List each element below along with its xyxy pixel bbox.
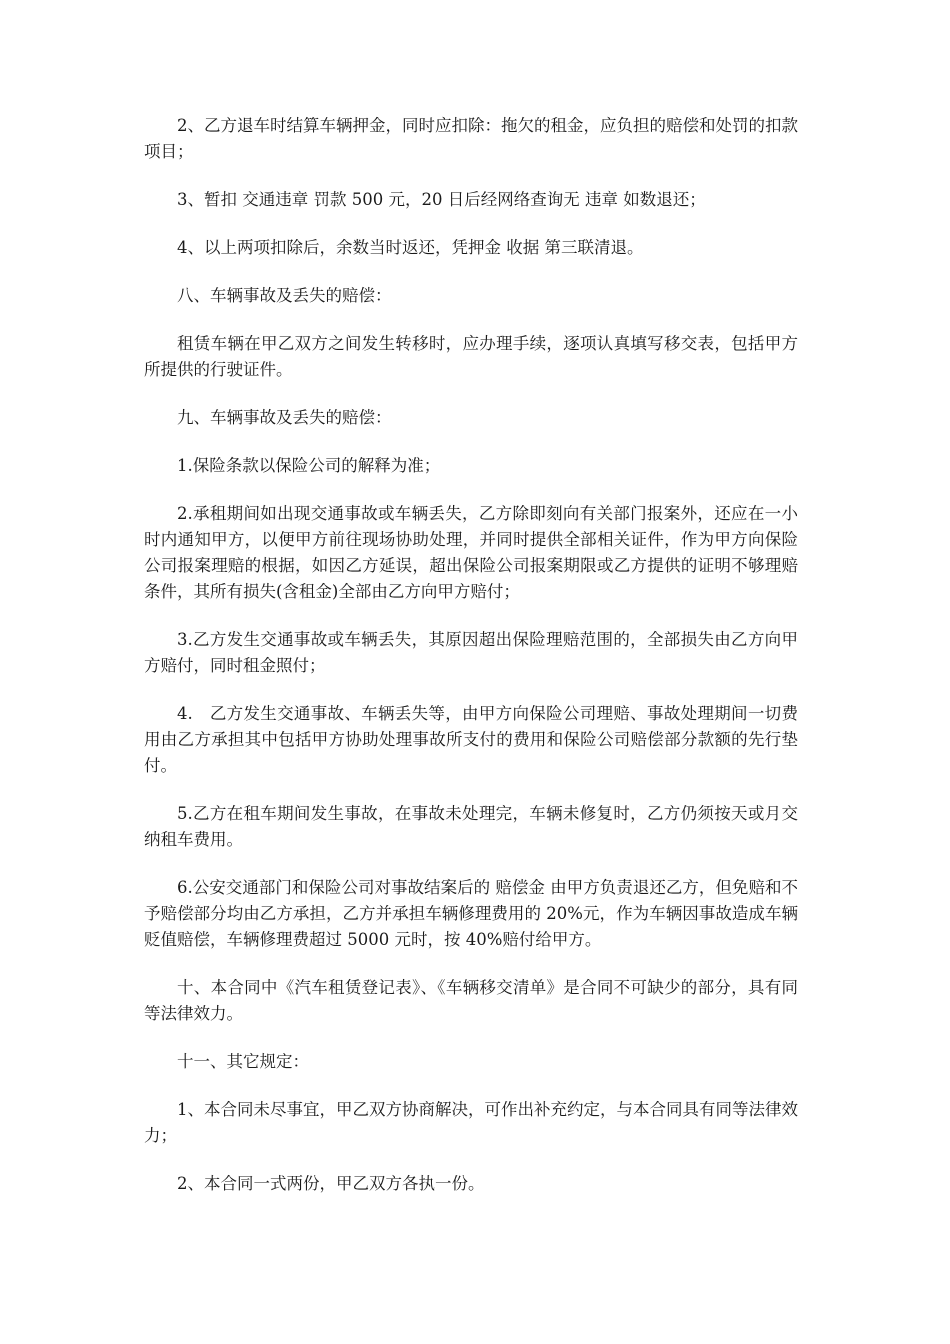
clause-9-5: 5.乙方在租车期间发生事故，在事故未处理完，车辆未修复时，乙方仍须按天或月交纳租车费用。 bbox=[144, 804, 798, 849]
clause-9-3: 3.乙方发生交通事故或车辆丢失，其原因超出保险理赔范围的，全部损失由乙方向甲方赔付，同时租金照付； bbox=[144, 630, 798, 675]
clause-11-1: 1、本合同未尽事宜，甲乙双方协商解决，可作出补充约定，与本合同具有同等法律效力； bbox=[144, 1100, 798, 1145]
section-heading-11: 十一、其它规定： bbox=[177, 1052, 309, 1071]
clause-9-1: 1.保险条款以保险公司的解释为准； bbox=[177, 456, 441, 475]
clause-deposit-settlement: 2、乙方退车时结算车辆押金，同时应扣除：拖欠的租金，应负担的赔偿和处罚的扣款项目； bbox=[144, 116, 798, 161]
section-10: 十、本合同中《汽车租赁登记表》、《车辆移交清单》是合同不可缺少的部分，具有同等法律效力。 bbox=[144, 978, 798, 1023]
clause-11-2: 2、本合同一式两份，甲乙双方各执一份。 bbox=[177, 1174, 485, 1193]
document-body bbox=[144, 113, 798, 1219]
clause-9-2: 2.承租期间如出现交通事故或车辆丢失，乙方除即刻向有关部门报案外，还应在一小时内通知甲方，以便甲方前往现场协助处理，并同时提供全部相关证件，作为甲方向保险公司报案理赔的根据，如因乙方延误，超出保险公司报案期限或乙方提供的证明不够理赔条件，其所有损失(含租金)全部由乙方向甲方赔付； bbox=[144, 504, 798, 601]
clause-traffic-fine-hold: 3、暂扣 交通违章 罚款 500 元，20 日后经网络查询无 违章 如数退还； bbox=[177, 190, 706, 209]
clause-9-6: 6.公安交通部门和保险公司对事故结案后的 赔偿金 由甲方负责退还乙方，但免赔和不予赔偿部分均由乙方承担，乙方并承担车辆修理费用的 20%元，作为车辆因事故造成车辆贬值赔偿，车辆修理费超过 5000 元时，按 40%赔付给甲方。 bbox=[144, 878, 798, 949]
section-heading-8: 八、车辆事故及丢失的赔偿： bbox=[177, 286, 392, 305]
section-heading-9: 九、车辆事故及丢失的赔偿： bbox=[177, 408, 392, 427]
clause-deposit-refund: 4、以上两项扣除后，余数当时返还，凭押金 收据 第三联清退。 bbox=[177, 238, 644, 257]
clause-9-4: 4. 乙方发生交通事故、车辆丢失等，由甲方向保险公司理赔、事故处理期间一切费用由乙方承担其中包括甲方协助处理事故所支付的费用和保险公司赔偿部分款额的先行垫付。 bbox=[144, 704, 798, 775]
clause-vehicle-transfer: 租赁车辆在甲乙双方之间发生转移时，应办理手续，逐项认真填写移交表，包括甲方所提供的行驶证件。 bbox=[144, 334, 798, 379]
